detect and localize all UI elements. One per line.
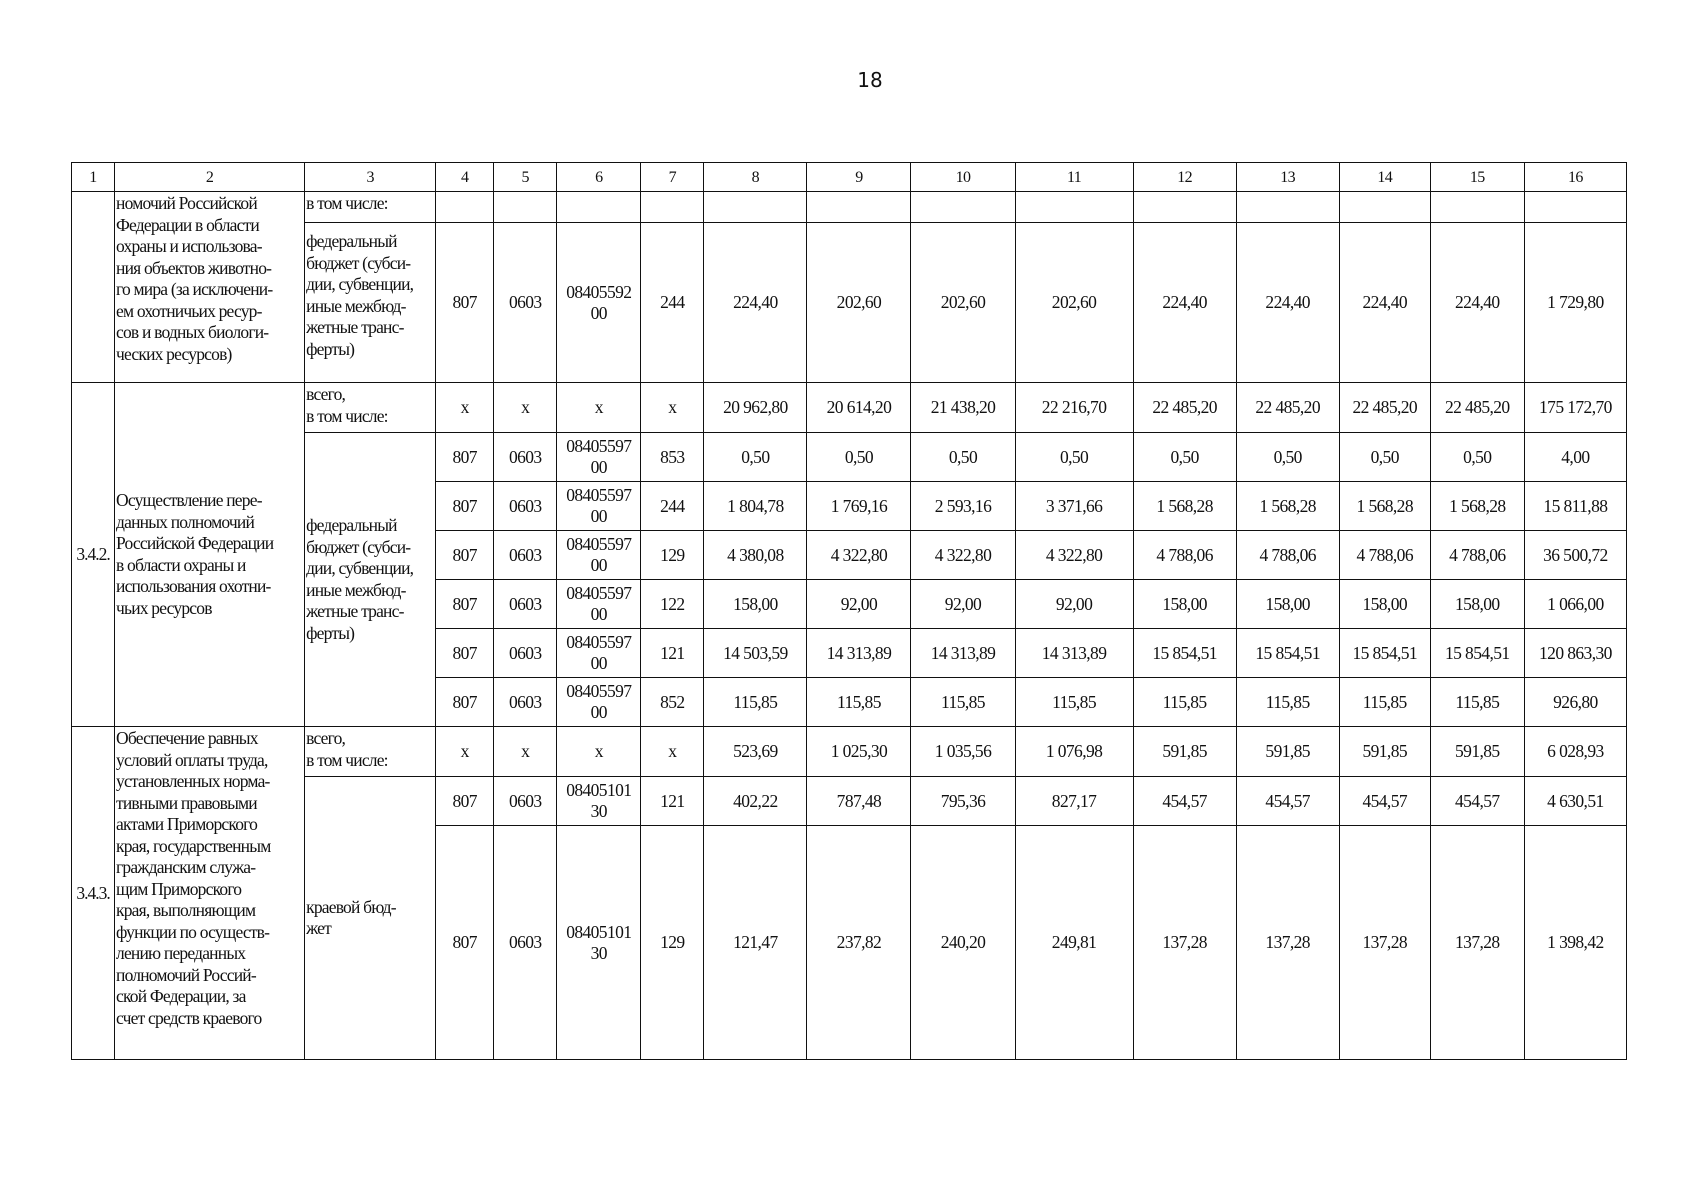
code-cell: 807 — [436, 629, 494, 678]
header-cell: 1 — [72, 163, 115, 192]
item-description — [115, 192, 305, 383]
value-cell: 224,40 — [1339, 223, 1430, 383]
value-cell: 926,80 — [1524, 678, 1626, 727]
value-cell: 1 804,78 — [704, 482, 807, 531]
description-line: гражданским служа- — [116, 857, 256, 877]
funding-source — [305, 223, 436, 383]
value-cell: 15 854,51 — [1339, 629, 1430, 678]
value-cell: 1 025,30 — [807, 727, 911, 777]
value-cell: 158,00 — [1133, 580, 1236, 629]
value-cell: 115,85 — [1015, 678, 1133, 727]
header-cell: 9 — [807, 163, 911, 192]
value-cell: 92,00 — [911, 580, 1015, 629]
value-cell: 2 593,16 — [911, 482, 1015, 531]
source-line: в том числе: — [306, 405, 388, 426]
target-code-cell — [557, 223, 641, 383]
value-cell: 224,40 — [1236, 223, 1339, 383]
value-cell: 4 380,08 — [704, 531, 807, 580]
value-cell: 0,50 — [1430, 433, 1524, 482]
description-line: го мира (за исключени- — [116, 279, 273, 299]
value-cell: 4 322,80 — [1015, 531, 1133, 580]
code-line: 30 — [590, 801, 607, 821]
value-cell: 454,57 — [1430, 777, 1524, 826]
value-cell: 1 035,56 — [911, 727, 1015, 777]
code-cell: x — [557, 383, 641, 433]
value-cell: 20 962,80 — [704, 383, 807, 433]
value-cell: 158,00 — [1236, 580, 1339, 629]
target-code-cell — [557, 433, 641, 482]
description-line: ской Федерации, за — [116, 986, 246, 1006]
value-cell: 22 485,20 — [1236, 383, 1339, 433]
value-cell: 121,47 — [704, 826, 807, 1060]
source-line: краевой бюд- — [306, 896, 396, 917]
value-cell: 827,17 — [1015, 777, 1133, 826]
value-cell: 202,60 — [807, 223, 911, 383]
source-line: ферты) — [306, 338, 355, 359]
header-cell: 10 — [911, 163, 1015, 192]
code-line: 30 — [590, 942, 607, 963]
value-cell: 0,50 — [1015, 433, 1133, 482]
description-line: полномочий Россий- — [116, 964, 256, 985]
header-cell: 5 — [494, 163, 557, 192]
funding-source — [305, 383, 436, 433]
header-cell: 13 — [1236, 163, 1339, 192]
header-cell: 6 — [557, 163, 641, 192]
target-code-cell — [557, 580, 641, 629]
description-line: ния объектов животно- — [116, 257, 272, 278]
value-cell: 4 630,51 — [1524, 777, 1626, 826]
value-cell: 1 568,28 — [1339, 482, 1430, 531]
code-cell: 129 — [641, 826, 704, 1060]
code-cell: 853 — [641, 433, 704, 482]
header-cell: 3 — [305, 163, 436, 192]
value-cell: 4 788,06 — [1430, 531, 1524, 580]
value-cell: 1 568,28 — [1133, 482, 1236, 531]
code-cell: 0603 — [494, 580, 557, 629]
value-cell: 115,85 — [807, 678, 911, 727]
source-line: ферты) — [306, 622, 355, 643]
value-cell: 1 729,80 — [1524, 223, 1626, 383]
value-cell: 4 322,80 — [807, 531, 911, 580]
source-line: в том числе: — [306, 749, 388, 770]
code-cell: 121 — [641, 629, 704, 678]
value-cell: 15 854,51 — [1236, 629, 1339, 678]
code-line: 08405101 — [566, 780, 632, 800]
value-cell: 4 788,06 — [1133, 531, 1236, 580]
description-line: актами Приморского — [116, 814, 258, 834]
code-cell: 807 — [436, 223, 494, 383]
value-cell: 20 614,20 — [807, 383, 911, 433]
code-cell: 807 — [436, 482, 494, 531]
value-cell: 591,85 — [1133, 727, 1236, 777]
value-cell: 120 863,30 — [1524, 629, 1626, 678]
value-cell: 787,48 — [807, 777, 911, 826]
funding-source — [305, 777, 436, 1060]
code-line: 08405597 — [566, 485, 632, 505]
code-line: 00 — [590, 302, 607, 323]
code-line: 00 — [590, 555, 607, 575]
value-cell: 4 322,80 — [911, 531, 1015, 580]
code-line: 08405101 — [566, 921, 632, 942]
value-cell: 22 485,20 — [1430, 383, 1524, 433]
budget-table — [71, 162, 1627, 1060]
header-cell: 7 — [641, 163, 704, 192]
code-cell: 0603 — [494, 482, 557, 531]
item-number-cell — [72, 192, 115, 383]
value-cell: 21 438,20 — [911, 383, 1015, 433]
source-line: бюджет (субси- — [306, 252, 411, 273]
value-cell: 115,85 — [1430, 678, 1524, 727]
source-line: иные межбюд- — [306, 295, 406, 316]
value-cell: 36 500,72 — [1524, 531, 1626, 580]
value-cell: 137,28 — [1430, 826, 1524, 1060]
source-line: жетные транс- — [306, 601, 404, 621]
value-cell: 202,60 — [1015, 223, 1133, 383]
value-cell: 158,00 — [1339, 580, 1430, 629]
code-line: 08405597 — [566, 632, 632, 652]
description-line: лению переданных — [116, 943, 246, 963]
funding-source — [305, 727, 436, 777]
header-cell: 16 — [1524, 163, 1626, 192]
value-cell: 1 769,16 — [807, 482, 911, 531]
description-line: края, государственным — [116, 835, 271, 856]
value-cell: 4 788,06 — [1339, 531, 1430, 580]
table-row — [72, 383, 1627, 433]
value-cell: 591,85 — [1339, 727, 1430, 777]
code-cell: x — [557, 727, 641, 777]
table-row — [72, 727, 1627, 777]
code-cell: 129 — [641, 531, 704, 580]
value-cell: 591,85 — [1236, 727, 1339, 777]
value-cell: 1 066,00 — [1524, 580, 1626, 629]
item-description — [115, 383, 305, 727]
target-code-cell — [557, 678, 641, 727]
value-cell: 4 788,06 — [1236, 531, 1339, 580]
header-cell: 12 — [1133, 163, 1236, 192]
value-cell: 6 028,93 — [1524, 727, 1626, 777]
description-line: использования охотни- — [116, 576, 271, 596]
description-line: Обеспечение равных — [116, 728, 258, 748]
value-cell: 402,22 — [704, 777, 807, 826]
value-cell: 14 313,89 — [911, 629, 1015, 678]
value-cell: 115,85 — [911, 678, 1015, 727]
source-line: иные межбюд- — [306, 579, 406, 600]
value-cell: 1 076,98 — [1015, 727, 1133, 777]
value-cell: 158,00 — [704, 580, 807, 629]
code-cell: 807 — [436, 678, 494, 727]
code-cell: x — [641, 383, 704, 433]
code-cell: 122 — [641, 580, 704, 629]
value-cell: 0,50 — [911, 433, 1015, 482]
funding-source — [305, 433, 436, 727]
source-line: дии, субвенции, — [306, 558, 414, 578]
page-number: 18 — [857, 68, 883, 92]
header-cell: 15 — [1430, 163, 1524, 192]
code-line: 00 — [590, 702, 607, 722]
code-cell: x — [641, 727, 704, 777]
value-cell: 1 568,28 — [1430, 482, 1524, 531]
target-code-cell — [557, 482, 641, 531]
value-cell: 92,00 — [807, 580, 911, 629]
description-line: сов и водных биологи- — [116, 322, 269, 342]
code-cell: 852 — [641, 678, 704, 727]
value-cell: 523,69 — [704, 727, 807, 777]
value-cell: 224,40 — [704, 223, 807, 383]
code-line: 00 — [590, 457, 607, 477]
code-cell: 0603 — [494, 678, 557, 727]
description-line: Российской Федерации — [116, 533, 274, 553]
value-cell: 137,28 — [1236, 826, 1339, 1060]
value-cell: 0,50 — [1236, 433, 1339, 482]
description-line: в области охраны и — [116, 554, 246, 575]
description-line: чьих ресурсов — [116, 597, 212, 618]
code-cell: 0603 — [494, 433, 557, 482]
value-cell: 1 568,28 — [1236, 482, 1339, 531]
source-line: всего, — [306, 728, 346, 748]
table-row — [72, 223, 1627, 383]
source-line: всего, — [306, 384, 346, 404]
header-cell: 14 — [1339, 163, 1430, 192]
description-line: данных полномочий — [116, 511, 255, 532]
code-line: 00 — [590, 604, 607, 624]
header-row — [72, 163, 1627, 192]
code-line: 08405592 — [566, 281, 632, 302]
value-cell: 0,50 — [1339, 433, 1430, 482]
header-cell: 4 — [436, 163, 494, 192]
value-cell: 0,50 — [704, 433, 807, 482]
code-cell: x — [436, 727, 494, 777]
value-cell: 15 811,88 — [1524, 482, 1626, 531]
value-cell: 22 216,70 — [1015, 383, 1133, 433]
source-line: жетные транс- — [306, 317, 404, 337]
table-row — [72, 433, 1627, 482]
value-cell: 137,28 — [1339, 826, 1430, 1060]
value-cell: 22 485,20 — [1339, 383, 1430, 433]
description-line: установленных норма- — [116, 771, 270, 791]
source-line: жет — [306, 918, 332, 938]
target-code-cell — [557, 531, 641, 580]
code-line: 00 — [590, 506, 607, 526]
description-line: охраны и использова- — [116, 236, 262, 256]
value-cell: 158,00 — [1430, 580, 1524, 629]
header-cell: 11 — [1015, 163, 1133, 192]
item-number-cell: 3.4.2. — [72, 383, 115, 727]
code-cell: 807 — [436, 433, 494, 482]
value-cell: 115,85 — [1133, 678, 1236, 727]
funding-source: в том числе: — [305, 192, 436, 223]
code-cell: x — [494, 383, 557, 433]
value-cell: 4,00 — [1524, 433, 1626, 482]
value-cell: 115,85 — [704, 678, 807, 727]
value-cell: 1 398,42 — [1524, 826, 1626, 1060]
table-row — [72, 777, 1627, 826]
table-row — [72, 192, 1627, 223]
value-cell: 15 854,51 — [1133, 629, 1236, 678]
value-cell: 240,20 — [911, 826, 1015, 1060]
description-line: щим Приморского — [116, 878, 242, 899]
code-cell: 0603 — [494, 826, 557, 1060]
value-cell: 224,40 — [1430, 223, 1524, 383]
value-cell: 202,60 — [911, 223, 1015, 383]
value-cell: 591,85 — [1430, 727, 1524, 777]
description-line: тивными правовыми — [116, 792, 257, 813]
description-line: ческих ресурсов) — [116, 343, 232, 364]
code-line: 08405597 — [566, 681, 632, 701]
description-line: номочий Российской — [116, 193, 257, 213]
value-cell: 237,82 — [807, 826, 911, 1060]
description-line: счет средств краевого — [116, 1007, 262, 1028]
code-line: 08405597 — [566, 583, 632, 603]
target-code-cell — [557, 777, 641, 826]
description-line: функции по осуществ- — [116, 921, 270, 942]
code-cell: 0603 — [494, 629, 557, 678]
value-cell: 249,81 — [1015, 826, 1133, 1060]
value-cell: 137,28 — [1133, 826, 1236, 1060]
value-cell: 795,36 — [911, 777, 1015, 826]
code-cell: 807 — [436, 826, 494, 1060]
code-cell: 807 — [436, 777, 494, 826]
value-cell: 454,57 — [1133, 777, 1236, 826]
value-cell: 175 172,70 — [1524, 383, 1626, 433]
description-line: ем охотничьих ресур- — [116, 300, 262, 321]
value-cell: 14 313,89 — [1015, 629, 1133, 678]
value-cell: 14 313,89 — [807, 629, 911, 678]
value-cell: 15 854,51 — [1430, 629, 1524, 678]
code-cell: 0603 — [494, 777, 557, 826]
code-line: 08405597 — [566, 436, 632, 456]
code-cell: 244 — [641, 482, 704, 531]
value-cell: 22 485,20 — [1133, 383, 1236, 433]
target-code-cell — [557, 629, 641, 678]
value-cell: 115,85 — [1236, 678, 1339, 727]
value-cell: 454,57 — [1339, 777, 1430, 826]
description-line: Федерации в области — [116, 214, 259, 235]
description-line: условий оплаты труда, — [116, 749, 268, 770]
value-cell: 14 503,59 — [704, 629, 807, 678]
code-line: 08405597 — [566, 534, 632, 554]
item-description — [115, 727, 305, 1060]
code-cell: 0603 — [494, 223, 557, 383]
value-cell: 224,40 — [1133, 223, 1236, 383]
code-cell: 807 — [436, 531, 494, 580]
target-code-cell — [557, 826, 641, 1060]
source-line: бюджет (субси- — [306, 536, 411, 557]
value-cell: 115,85 — [1339, 678, 1430, 727]
description-line: края, выполняющим — [116, 900, 256, 920]
code-cell: 244 — [641, 223, 704, 383]
code-cell: x — [436, 383, 494, 433]
code-cell: 807 — [436, 580, 494, 629]
code-line: 00 — [590, 653, 607, 673]
value-cell: 454,57 — [1236, 777, 1339, 826]
value-cell: 92,00 — [1015, 580, 1133, 629]
value-cell: 3 371,66 — [1015, 482, 1133, 531]
description-line: Осуществление пере- — [116, 490, 262, 510]
header-cell: 8 — [704, 163, 807, 192]
code-cell: x — [494, 727, 557, 777]
source-line: федеральный — [306, 231, 397, 251]
item-number-cell: 3.4.3. — [72, 727, 115, 1060]
code-cell: 121 — [641, 777, 704, 826]
source-line: дии, субвенции, — [306, 274, 414, 294]
source-line: федеральный — [306, 515, 397, 535]
value-cell: 0,50 — [1133, 433, 1236, 482]
value-cell: 0,50 — [807, 433, 911, 482]
code-cell: 0603 — [494, 531, 557, 580]
header-cell: 2 — [115, 163, 305, 192]
